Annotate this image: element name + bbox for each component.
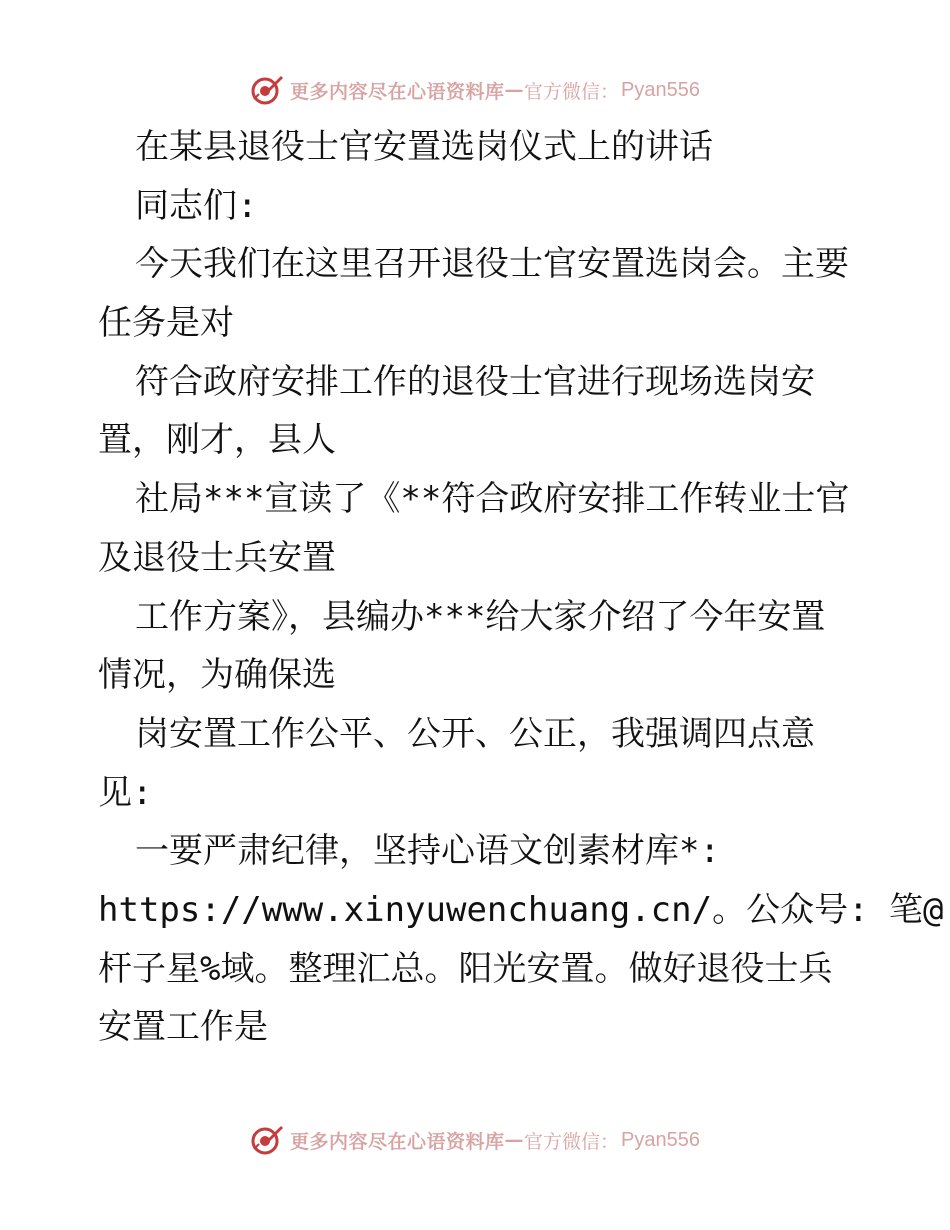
watermark-wechat-id: Pyan556	[621, 1128, 700, 1151]
document-body	[98, 118, 944, 1057]
pen-logo-icon	[250, 1123, 284, 1157]
salutation: 同志们:	[135, 185, 258, 226]
body-line: 符合政府安排工作的退役士官进行现场选岗安	[135, 361, 815, 402]
body-line: 见:	[98, 772, 153, 813]
body-line: 置，刚才，县人	[98, 420, 336, 461]
document-title: 在某县退役士官安置选岗仪式上的讲话	[135, 127, 713, 167]
watermark-text: 更多内容尽在心语资料库	[290, 80, 505, 103]
body-line: 岗安置工作公平、公开、公正，我强调四点意	[135, 713, 815, 754]
body-line: 安置工作是	[98, 1007, 268, 1048]
footer-watermark	[0, 1120, 950, 1160]
watermark-wechat-id: Pyan556	[621, 78, 700, 101]
watermark-dash: —	[504, 79, 525, 101]
body-line: 及退役士兵安置	[98, 537, 336, 578]
pen-logo-icon	[250, 73, 284, 107]
watermark-wechat-label: 官方微信：	[524, 1130, 620, 1153]
body-line: 情况，为确保选	[98, 655, 336, 696]
watermark-dash: —	[504, 1129, 525, 1151]
body-line: 任务是对	[98, 303, 234, 344]
body-line: 一要严肃纪律，坚持心语文创素材库*:	[135, 831, 720, 872]
header-watermark	[0, 70, 950, 110]
body-line: 今天我们在这里召开退役士官安置选岗会。主要	[135, 244, 849, 285]
watermark-wechat-label: 官方微信：	[524, 80, 620, 103]
body-line: 工作方案》，县编办***给大家介绍了今年安置	[135, 596, 826, 637]
body-line: 社局***宣读了《**符合政府安排工作转业士官	[135, 479, 850, 520]
body-line: 杆子星%域。整理汇总。阳光安置。做好退役士兵	[98, 948, 833, 989]
watermark-text: 更多内容尽在心语资料库	[290, 1130, 505, 1153]
body-line-url: https://www.xinyuwenchuang.cn/。公众号: 笔@	[98, 889, 944, 930]
